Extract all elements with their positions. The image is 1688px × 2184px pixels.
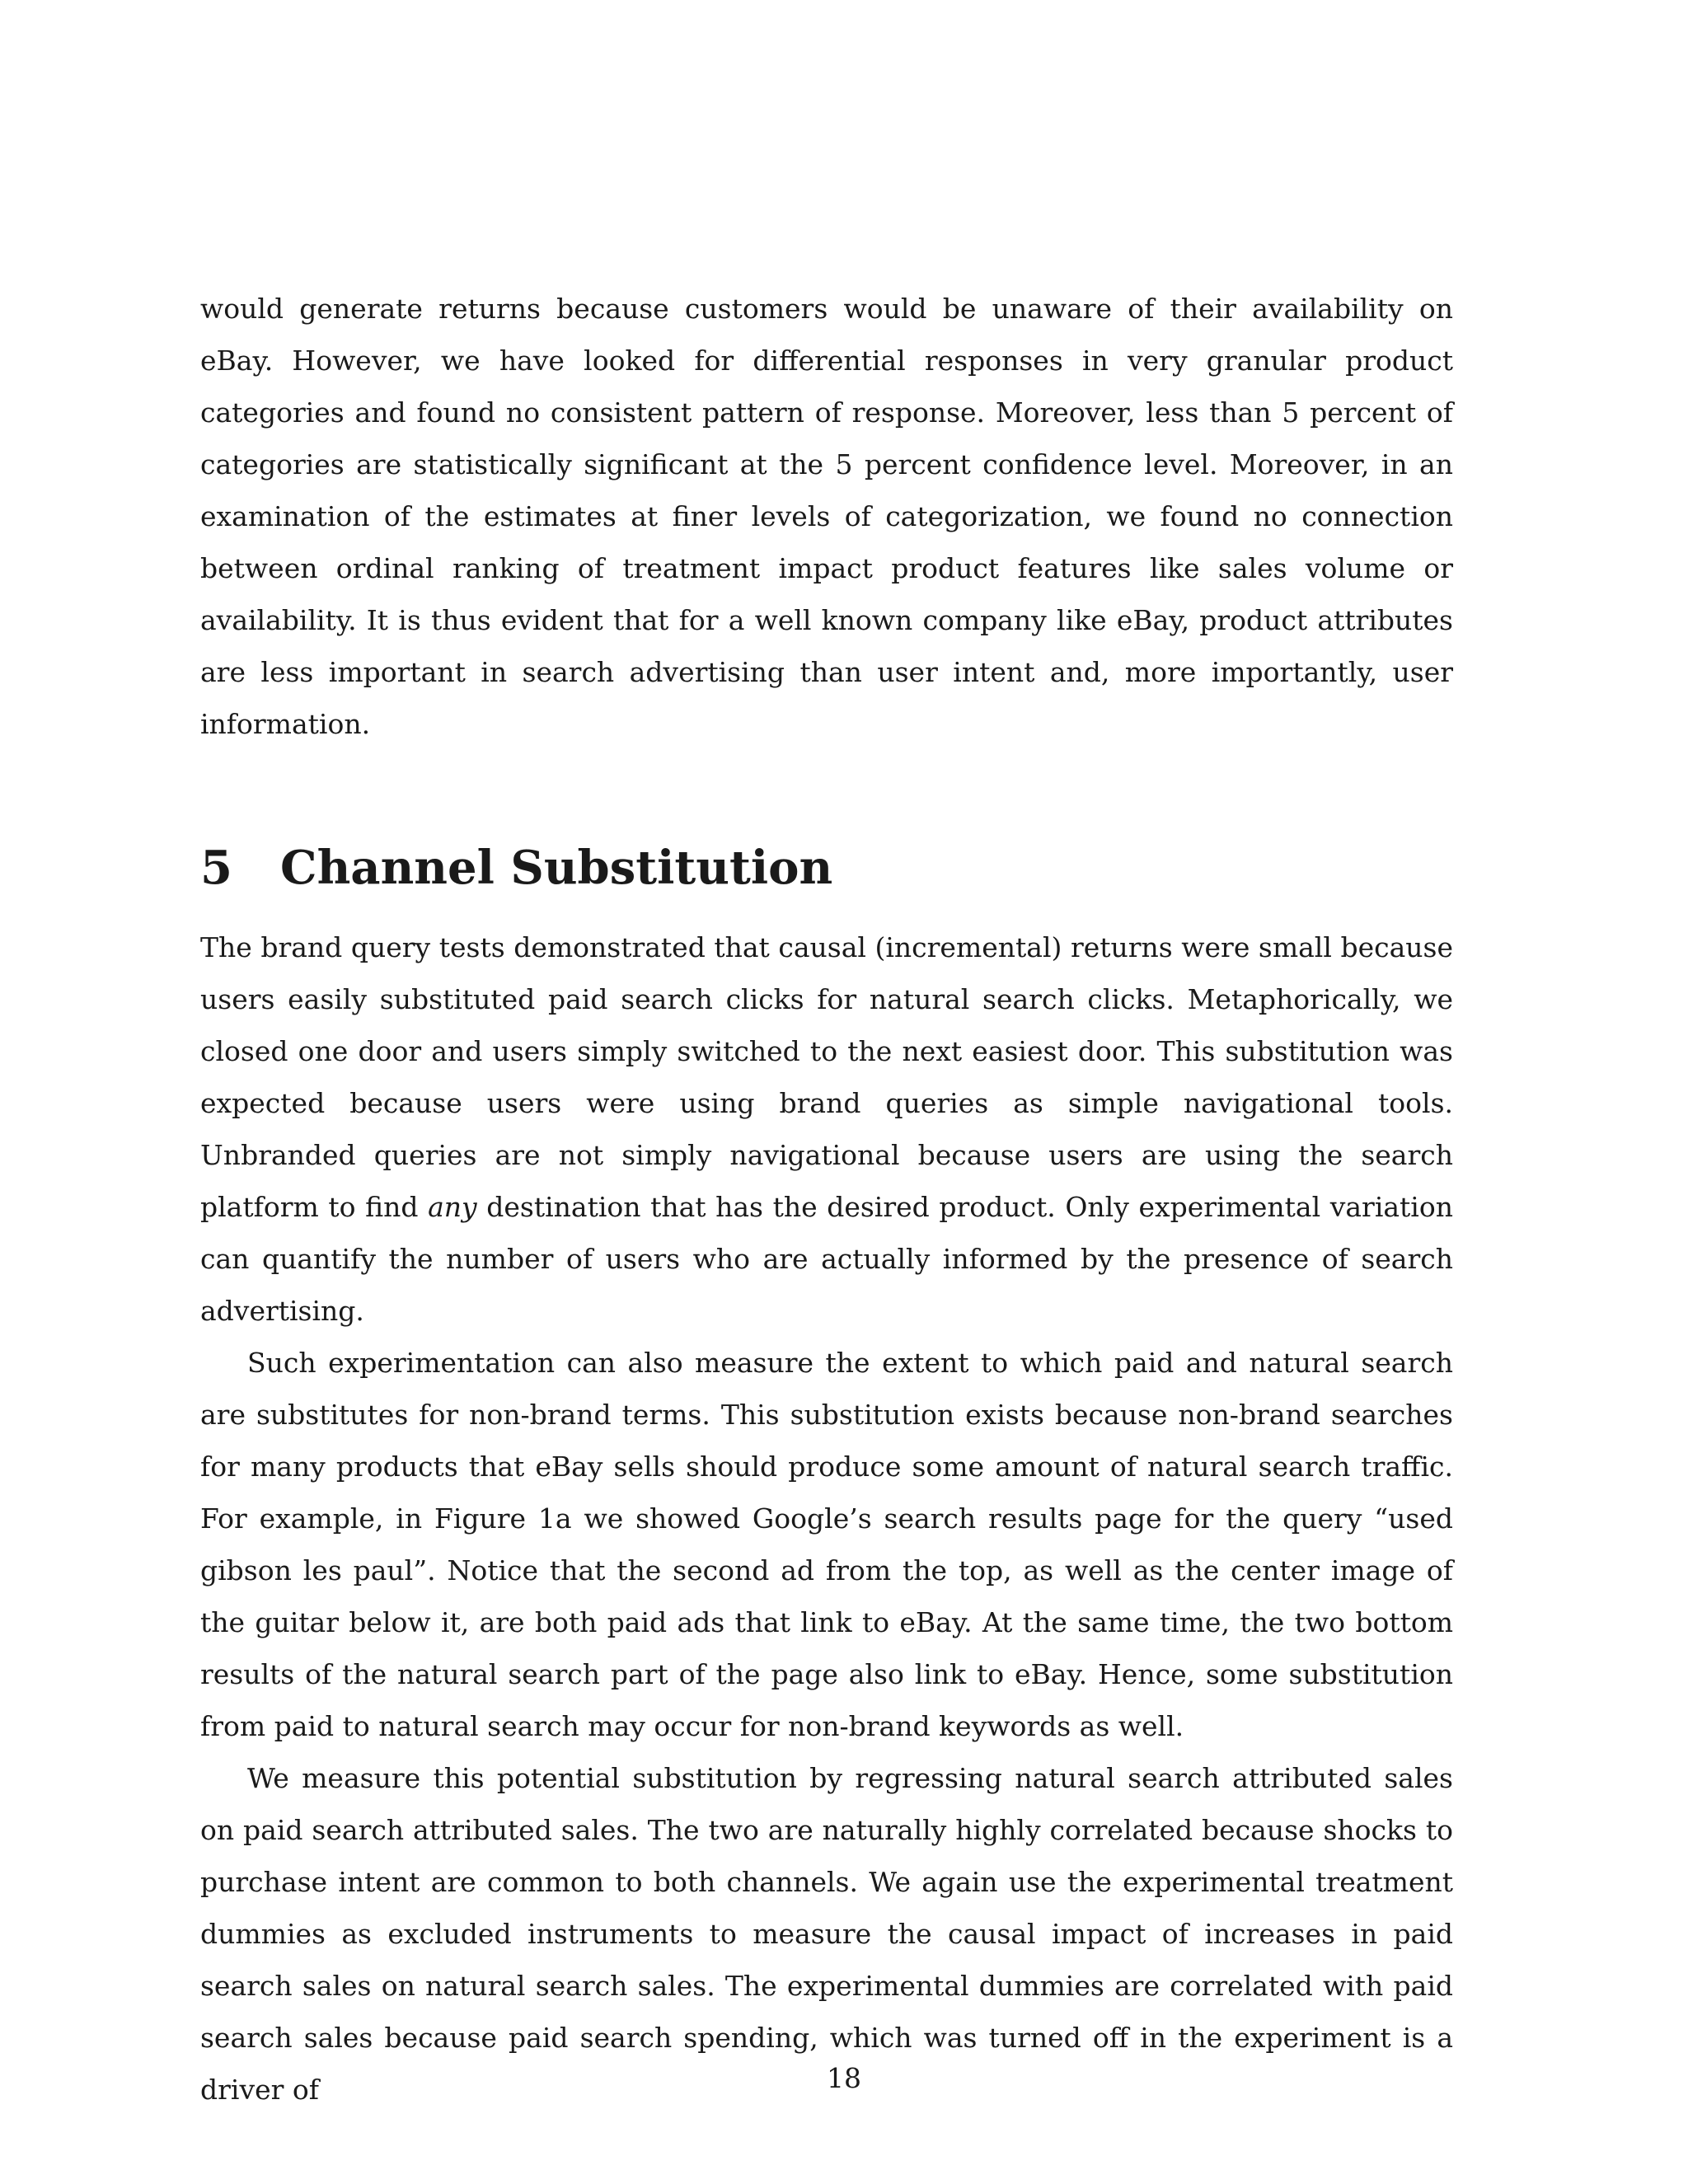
section-number: 5 [200,841,232,895]
paragraph-channel-substitution-1 [200,921,1453,1337]
paragraph-intro: would generate returns because customers would be unaware of their availability on eBay. However, we have looked for differential responses in very granular product categories and found no consistent pattern of response. Moreover, less than 5 percent of categories are statistically significant at the 5 percent confidence level. Moreover, in an examination of the estimates at finer levels of categorization, we found no connection between ordinal ranking of treatment impact product features like sales volume or availability. It is thus evident that for a well known company like eBay, product attributes are less important in search advertising than user intent and, more importantly, user information. [200,293,1453,740]
paragraph-text: destination that has the desired product. Only experimental variation can quantify the number of users who are actually informed by the presence of search advertising. [200,1191,1453,1327]
paragraph-channel-substitution-2: Such experimentation can also measure the extent to which paid and natural search are substitutes for non-brand terms. This substitution exists because non-brand searches for many products that eBay sells should produce some amount of natural search traffic. For example, in Figure 1a we showed Google’s search results page for the query “used gibson les paul”. Notice that the second ad from the top, as well as the center image of the guitar below it, are both paid ads that link to eBay. At the same time, the two bottom results of the natural search part of the page also link to eBay. Hence, some substitution from paid to natural search may occur for non-brand keywords as well. [200,1347,1453,1742]
paragraph-text: The brand query tests demonstrated that causal (incremental) returns were small because users easily substituted paid search clicks for natural search clicks. Metaphorically, we closed one door and users simply switched to the next easiest door. This substitution was expected because users were using brand queries as simple navigational tools. Unbranded queries are not simply navigational because users are using the search platform to find [200,931,1453,1223]
emphasized-word: any [428,1191,477,1223]
page-body [200,283,1453,2116]
section-heading [200,839,1453,897]
page-number: 18 [827,2062,861,2094]
paragraph-channel-substitution-3: We measure this potential substitution by regressing natural search attributed sales on paid search attributed sales. The two are naturally highly correlated because shocks to purchase intent are common to both channels. We again use the experimental treatment dummies as excluded instruments to measure the causal impact of increases in paid search sales on natural search sales. The experimental dummies are correlated with paid search sales because paid search spending, which was turned off in the experiment is a driver of [200,1762,1453,2106]
section-title: Channel Substitution [280,841,833,895]
